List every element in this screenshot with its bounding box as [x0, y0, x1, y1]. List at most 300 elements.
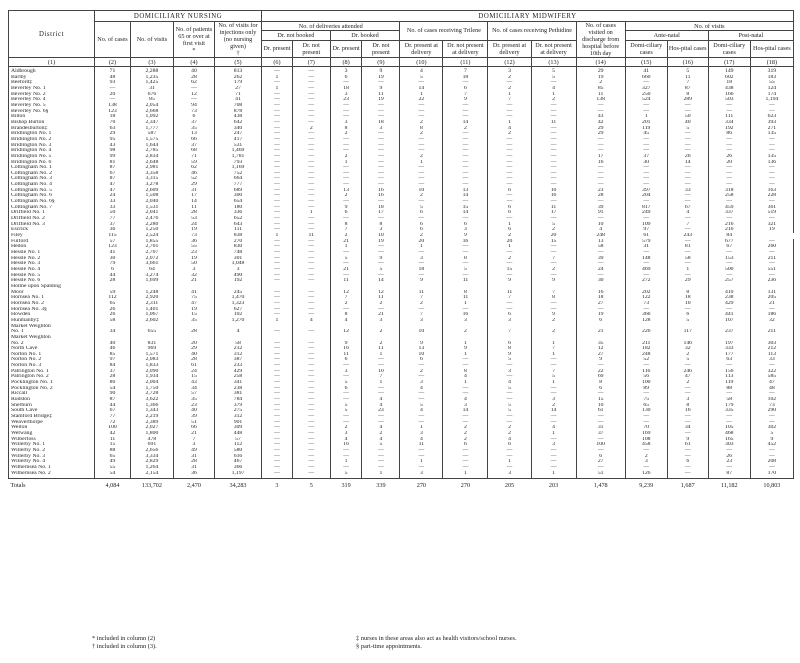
table-cell: — — [576, 448, 625, 454]
table-cell: 23 — [173, 403, 214, 409]
table-cell: 37 — [95, 222, 131, 228]
table-cell: — — [667, 171, 708, 177]
pethidine-header: No. of cases receiving Pethidine — [488, 22, 576, 41]
table-cell: 1 — [488, 459, 531, 465]
district-name: Cottingham No. 3 — [9, 176, 95, 182]
table-cell: — — [262, 341, 293, 347]
table-cell: — — [443, 459, 488, 465]
table-cell: — — [443, 109, 488, 115]
table-cell: 3 — [488, 369, 531, 375]
table-cell: 18 — [576, 295, 625, 301]
table-cell: — — [262, 67, 293, 75]
table-cell: 1 — [400, 425, 443, 431]
table-cell: 777 — [214, 182, 261, 188]
table-cell: — — [708, 273, 750, 279]
table-cell: 20 — [173, 341, 214, 347]
table-cell: 16 — [330, 346, 362, 352]
table-cell: 84 — [95, 363, 131, 369]
table-cell: 1,366 — [130, 403, 173, 409]
table-cell: 246 — [667, 369, 708, 375]
table-cell: 26 — [708, 454, 750, 460]
table-cell: — — [292, 244, 330, 250]
table-cell: — — [262, 307, 293, 313]
table-cell: 135 — [750, 131, 793, 137]
table-cell: 7 — [443, 67, 488, 75]
table-cell: 58 — [214, 341, 261, 347]
table-cell: — — [262, 442, 293, 448]
district-name: Hedon — [9, 244, 95, 250]
table-cell: — — [362, 114, 400, 120]
table-cell: 2 — [488, 233, 531, 239]
table-cell: 7 — [330, 295, 362, 301]
table-cell: 258 — [214, 374, 261, 380]
table-cell: — — [667, 148, 708, 154]
table-cell: 8 — [531, 295, 576, 301]
table-cell: 4 — [488, 380, 531, 386]
table-cell: — — [292, 222, 330, 228]
table-cell: — — [362, 103, 400, 109]
table-cell: 248 — [625, 352, 667, 358]
table-cell: — — [292, 448, 330, 454]
table-cell: — — [95, 97, 131, 103]
footnote: ‡ nurses in these areas also act as health visitors/school nurses. — [356, 635, 517, 642]
table-cell: 6 — [667, 312, 708, 318]
table-cell: — — [262, 126, 293, 132]
table-cell: 37 — [576, 431, 625, 437]
table-cell: — — [531, 301, 576, 307]
table-cell: 301 — [214, 256, 261, 262]
table-cell: 14 — [443, 193, 488, 199]
table-cell: 11 — [362, 295, 400, 301]
table-cell: 5 — [531, 374, 576, 380]
table-cell: 249 — [625, 210, 667, 216]
table-cell: 7 — [531, 290, 576, 296]
column-number: (8) — [330, 58, 362, 67]
table-cell: 94 — [173, 103, 214, 109]
table-cell: 21 — [330, 267, 362, 273]
table-cell: 14 — [400, 86, 443, 92]
table-cell: — — [576, 109, 625, 115]
table-cell: — — [400, 114, 443, 120]
table-cell: — — [292, 80, 330, 86]
ante-domiciliary-header: Domi-ciliary cases — [625, 40, 667, 57]
table-cell: 11 — [362, 346, 400, 352]
table-cell: — — [262, 227, 293, 233]
table-cell: 57 — [173, 391, 214, 397]
table-cell: 28 — [576, 193, 625, 199]
table-cell: 4 — [400, 67, 443, 75]
table-cell: 7 — [667, 222, 708, 228]
table-cell: — — [750, 273, 793, 279]
table-cell: 1,235 — [130, 75, 173, 81]
table-cell: — — [443, 143, 488, 149]
district-name: Pocklington No. 2 — [9, 386, 95, 392]
table-cell: 40 — [173, 67, 214, 75]
table-cell: 93 — [95, 80, 131, 86]
table-cell: 1 — [531, 92, 576, 98]
table-cell: — — [262, 437, 293, 443]
table-cell: 238 — [214, 386, 261, 392]
table-cell: — — [667, 199, 708, 205]
table-cell: — — [262, 137, 293, 143]
totals-cell: 339 — [376, 481, 386, 489]
table-cell: — — [173, 86, 214, 92]
table-cell: 1,833 — [130, 363, 173, 369]
table-cell: — — [443, 165, 488, 171]
table-cell: — — [262, 239, 293, 245]
table-cell: — — [488, 216, 531, 222]
district-name: Cottingham No. 6 — [9, 193, 95, 199]
table-cell: — — [488, 148, 531, 154]
table-cell: 6 — [95, 267, 131, 273]
table-cell: — — [488, 414, 531, 420]
table-cell: 192 — [708, 126, 750, 132]
table-cell: — — [330, 414, 362, 420]
table-cell: — — [292, 369, 330, 375]
table-cell: 1 — [488, 120, 531, 126]
table-cell: 8 — [330, 126, 362, 132]
table-cell: — — [400, 454, 443, 460]
table-cell: 708 — [214, 103, 261, 109]
table-cell: 3 — [667, 397, 708, 403]
table-cell: — — [576, 165, 625, 171]
table-cell: — — [667, 165, 708, 171]
table-cell: — — [708, 109, 750, 115]
table-cell: 138 — [576, 97, 625, 103]
table-cell: — — [292, 154, 330, 160]
table-cell: 361 — [750, 205, 793, 211]
table-cell: 107 — [708, 318, 750, 324]
table-cell: — — [750, 307, 793, 313]
table-cell: — — [292, 109, 330, 115]
table-cell: 2,668 — [130, 109, 173, 115]
table-cell: 500 — [708, 267, 750, 273]
table-cell: 41 — [173, 290, 214, 296]
table-cell: 1,169 — [214, 165, 261, 171]
table-cell: 58 — [95, 318, 131, 324]
table-cell: 438 — [214, 114, 261, 120]
table-cell: 119 — [625, 126, 667, 132]
table-cell: 303 — [708, 442, 750, 448]
table-cell: 3 — [400, 380, 443, 386]
district-name: Bridlington No. 6 — [9, 160, 95, 166]
table-cell: 1 — [443, 341, 488, 347]
table-cell: 1 — [443, 301, 488, 307]
table-cell: 12 — [330, 329, 362, 335]
table-cell: 138 — [95, 103, 131, 109]
table-cell: 43 — [576, 114, 625, 120]
table-cell: — — [443, 465, 488, 471]
table-cell: 28 — [95, 278, 131, 284]
table-cell: 47 — [95, 182, 131, 188]
table-cell: 70 — [625, 425, 667, 431]
table-cell: 13 — [400, 346, 443, 352]
table-cell: 7 — [362, 374, 400, 380]
table-cell: — — [262, 408, 293, 414]
table-cell: 4 — [362, 425, 400, 431]
table-cell: 46 — [173, 171, 214, 177]
table-cell: 108 — [625, 437, 667, 443]
table-cell: 24 — [576, 267, 625, 273]
table-cell: — — [667, 261, 708, 267]
table-cell: — — [531, 126, 576, 132]
table-cell: — — [625, 171, 667, 177]
table-cell: — — [488, 143, 531, 149]
table-cell: 18 — [400, 267, 443, 273]
table-cell: — — [292, 256, 330, 262]
table-cell: — — [362, 154, 400, 160]
table-cell: 15 — [531, 239, 576, 245]
table-cell: 3,622 — [130, 397, 173, 403]
table-cell: 2,041 — [130, 210, 173, 216]
table-cell: 14 — [443, 210, 488, 216]
table-cell: — — [292, 114, 330, 120]
district-name: Cottingham No. 7 — [9, 205, 95, 211]
table-cell: — — [292, 67, 330, 75]
table-cell: 2,701 — [130, 244, 173, 250]
table-cell: — — [488, 301, 531, 307]
table-cell: 468 — [708, 431, 750, 437]
patients-65-header: No. of patients 65 or over at first visit * — [173, 22, 214, 58]
table-cell: — — [292, 312, 330, 318]
table-cell: 61 — [576, 408, 625, 414]
totals-row — [9, 479, 794, 492]
table-cell: 57 — [95, 239, 131, 245]
table-cell: — — [667, 273, 708, 279]
table-cell: 660 — [625, 75, 667, 81]
table-cell: 655 — [130, 329, 173, 335]
table-cell: 2 — [531, 227, 576, 233]
table-cell: — — [330, 103, 362, 109]
district-name: Welton — [9, 425, 95, 431]
table-cell: 5 — [400, 75, 443, 81]
table-cell: 3,358 — [130, 171, 173, 177]
totals-cell: 133,702 — [141, 481, 162, 489]
table-cell: — — [262, 80, 293, 86]
table-cell: — — [362, 420, 400, 426]
table-cell: — — [400, 176, 443, 182]
table-cell: 88 — [95, 448, 131, 454]
table-cell: 340 — [214, 126, 261, 132]
table-cell: 40 — [667, 120, 708, 126]
table-cell: 5 — [362, 442, 400, 448]
district-name: Hornsea No. 2 — [9, 301, 95, 307]
table-cell: 73 — [173, 233, 214, 239]
table-cell: 2,834 — [130, 154, 173, 160]
table-cell: 14 — [531, 408, 576, 414]
table-cell: 11 — [362, 92, 400, 98]
table-cell: 3 — [531, 397, 576, 403]
column-number: (12) — [488, 58, 531, 67]
table-cell: 270 — [214, 239, 261, 245]
table-cell: 23 — [576, 188, 625, 194]
table-cell: 6 — [330, 75, 362, 81]
table-cell: — — [400, 148, 443, 154]
table-cell: — — [362, 160, 400, 166]
totals-cell: 319 — [341, 481, 351, 489]
table-cell: 303 — [750, 341, 793, 347]
column-number: (16) — [667, 58, 708, 67]
table-cell: — — [292, 148, 330, 154]
table-cell: 7 — [400, 295, 443, 301]
table-cell: — — [262, 312, 293, 318]
table-cell: 21 — [330, 239, 362, 245]
table-cell: 1 — [292, 210, 330, 216]
table-cell: 179 — [214, 80, 261, 86]
table-cell: 24 — [173, 222, 214, 228]
trilene-header: No. of cases receiving Trilene — [400, 22, 488, 41]
table-cell: 2 — [488, 256, 531, 262]
table-cell: — — [667, 176, 708, 182]
table-cell: 36 — [173, 471, 214, 479]
table-cell: — — [330, 363, 362, 369]
table-cell: 2,219 — [130, 414, 173, 420]
table-cell: 12 — [330, 290, 362, 296]
table-cell: 1 — [488, 244, 531, 250]
table-cell: — — [625, 414, 667, 420]
table-cell: — — [262, 222, 293, 228]
table-cell: 524 — [625, 97, 667, 103]
table-row — [9, 471, 794, 479]
table-cell: 67 — [95, 408, 131, 414]
table-cell: 1,934 — [130, 374, 173, 380]
table-cell: — — [667, 216, 708, 222]
table-cell: 1,777 — [130, 126, 173, 132]
table-cell: 4 — [362, 403, 400, 409]
table-cell: 5 — [330, 256, 362, 262]
table-cell: 35 — [173, 126, 214, 132]
table-cell: — — [708, 448, 750, 454]
table-cell: 31 — [576, 425, 625, 431]
table-cell: 6 — [443, 442, 488, 448]
table-cell: — — [362, 391, 400, 397]
table-cell: 3 — [625, 459, 667, 465]
table-cell: 113 — [708, 374, 750, 380]
table-cell: — — [531, 386, 576, 392]
column-number: (9) — [362, 58, 400, 67]
table-cell: — — [292, 171, 330, 177]
table-cell: — — [262, 256, 293, 262]
table-cell: — — [667, 363, 708, 369]
table-cell: 3 — [330, 431, 362, 437]
dr-booked-header: Dr. booked — [330, 31, 400, 40]
table-cell: 2,347 — [130, 120, 173, 126]
table-cell: 55 — [173, 244, 214, 250]
table-cell: 9 — [362, 256, 400, 262]
table-cell: 79 — [95, 261, 131, 267]
table-cell: 831 — [130, 341, 173, 347]
table-cell: — — [292, 182, 330, 188]
table-cell: 7 — [667, 80, 708, 86]
table-cell: 44 — [95, 273, 131, 279]
table-cell: 334 — [708, 120, 750, 126]
table-cell: — — [531, 414, 576, 420]
table-cell: 16 — [531, 193, 576, 199]
table-cell: — — [292, 97, 330, 103]
table-cell: 4 — [330, 437, 362, 443]
table-cell: 116 — [625, 369, 667, 375]
table-cell: 2 — [400, 193, 443, 199]
table-cell: 3 — [173, 267, 214, 273]
table-cell: 1,248 — [130, 290, 173, 296]
table-cell: 67 — [667, 205, 708, 211]
table-cell: 5 — [531, 222, 576, 228]
table-cell: 87 — [708, 471, 750, 479]
table-cell: 59 — [95, 290, 131, 296]
table-cell: 63 — [95, 126, 131, 132]
table-cell: 13 — [173, 131, 214, 137]
table-cell: — — [262, 290, 293, 296]
table-cell: — — [292, 295, 330, 301]
table-cell: — — [262, 459, 293, 465]
district-name: Bridlington No. 5 — [9, 154, 95, 160]
table-cell: — — [262, 171, 293, 177]
table-cell: 366 — [214, 465, 261, 471]
table-cell: 664 — [214, 176, 261, 182]
table-cell: — — [262, 414, 293, 420]
table-cell: 4 — [488, 437, 531, 443]
table-cell: — — [708, 307, 750, 313]
table-cell: 2 — [443, 329, 488, 335]
table-cell: 15 — [173, 374, 214, 380]
table-cell: 47 — [750, 380, 793, 386]
district-name: Beverley No. 2 — [9, 92, 95, 98]
table-cell: — — [262, 273, 293, 279]
table-cell: 2,648 — [130, 160, 173, 166]
table-cell: 2 — [400, 233, 443, 239]
table-cell: — — [531, 261, 576, 267]
table-cell: — — [292, 471, 330, 479]
table-cell: 312 — [214, 352, 261, 358]
table-cell: — — [531, 273, 576, 279]
table-cell: — — [292, 391, 330, 397]
column-number: (1) — [9, 58, 95, 67]
district-name: Withernsea No. 2 — [9, 471, 95, 479]
table-cell: 128 — [625, 318, 667, 324]
table-cell: — — [443, 391, 488, 397]
table-cell: 8 — [330, 222, 362, 228]
table-cell: — — [262, 374, 293, 380]
table-cell: — — [400, 216, 443, 222]
table-cell: 26 — [667, 154, 708, 160]
table-cell: — — [625, 273, 667, 279]
table-cell: 34 — [667, 425, 708, 431]
table-cell: — — [262, 154, 293, 160]
table-cell: 237 — [708, 329, 750, 335]
table-cell: 579 — [625, 239, 667, 245]
table-cell: — — [750, 420, 793, 426]
table-cell: — — [531, 80, 576, 86]
table-cell: 9 — [330, 341, 362, 347]
table-cell: 784 — [214, 397, 261, 403]
table-cell: — — [625, 216, 667, 222]
visits-header: No. of visits — [625, 22, 793, 31]
totals-cell: 1,478 — [593, 481, 608, 489]
table-cell: 21 — [576, 329, 625, 335]
table-cell: — — [443, 199, 488, 205]
district-name: Market Weighton — [9, 324, 95, 330]
table-cell: 3 — [214, 267, 261, 273]
table-cell: 448 — [214, 431, 261, 437]
table-cell: — — [488, 250, 531, 256]
table-cell: 2 — [625, 454, 667, 460]
table-cell: 469 — [625, 267, 667, 273]
table-cell: 2 — [443, 431, 488, 437]
table-cell: 33 — [750, 357, 793, 363]
table-cell: 33 — [95, 199, 131, 205]
table-cell: 50 — [667, 114, 708, 120]
table-cell: 8 — [443, 256, 488, 262]
